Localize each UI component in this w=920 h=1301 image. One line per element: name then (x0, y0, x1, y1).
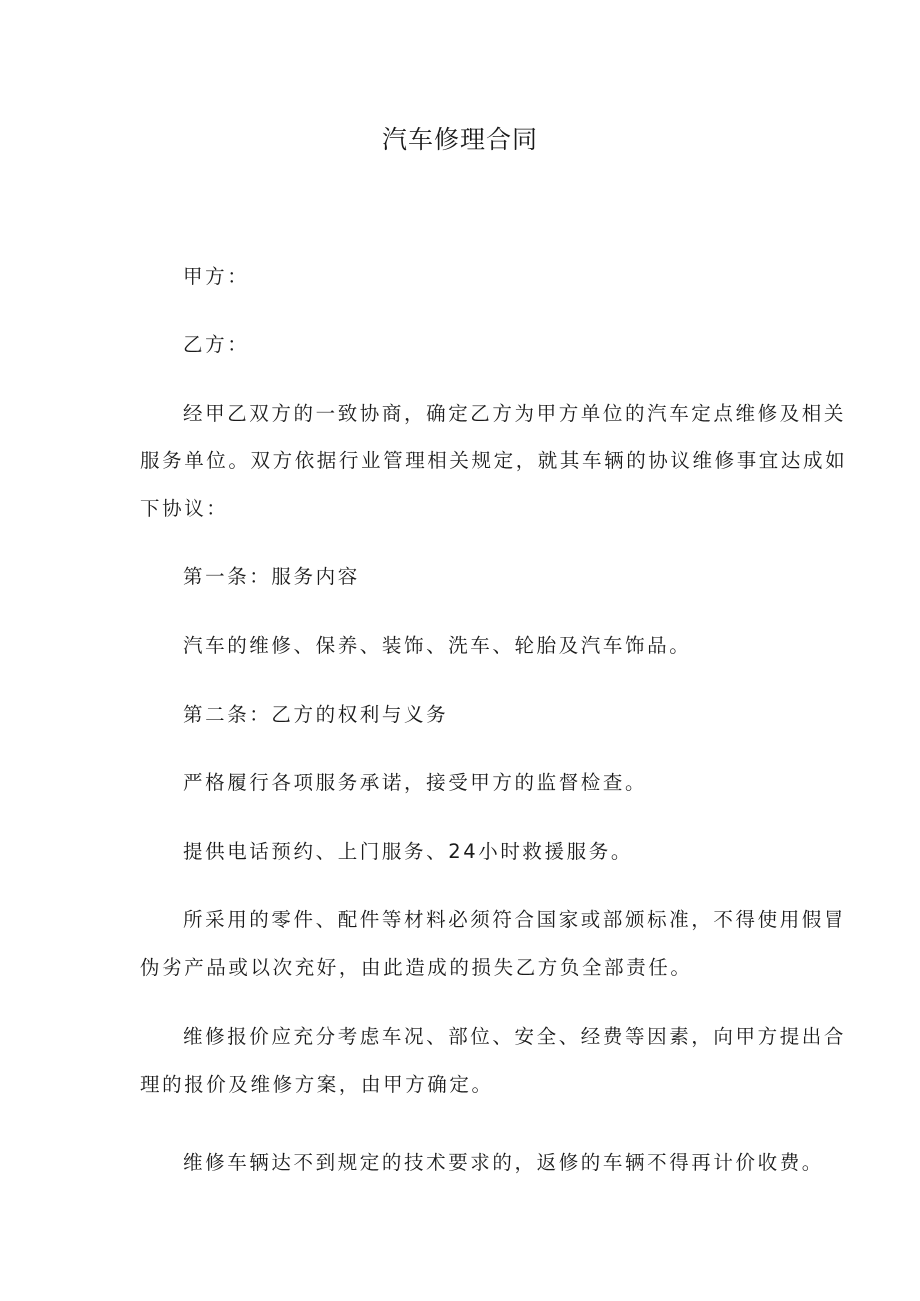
article-2-item-2: 提供电话预约、上门服务、24小时救援服务。 (183, 840, 633, 863)
article-1-content: 汽车的维修、保养、装饰、洗车、轮胎及汽车饰品。 (183, 634, 692, 657)
article-2-item-3-line-2: 伪劣产品或以次充好，由此造成的损失乙方负全部责任。 (140, 956, 693, 979)
article-2-item-4-line-1: 维修报价应充分考虑车况、部位、安全、经费等因素，向甲方提出合 (183, 1025, 847, 1048)
document-title: 汽车修理合同 (381, 125, 538, 154)
article-2-item-3-line-1: 所采用的零件、配件等材料必须符合国家或部颁标准，不得使用假冒 (183, 908, 847, 931)
intro-paragraph-line-2: 服务单位。双方依据行业管理相关规定，就其车辆的协议维修事宜达成如 (140, 449, 848, 472)
intro-paragraph-line-1: 经甲乙双方的一致协商，确定乙方为甲方单位的汽车定点维修及相关 (183, 402, 847, 425)
article-2-item-5: 维修车辆达不到规定的技术要求的，返修的车辆不得再计价收费。 (183, 1151, 824, 1174)
intro-paragraph-line-3: 下协议： (140, 497, 229, 520)
party-b-line: 乙方： (183, 333, 250, 356)
article-1-heading: 第一条：服务内容 (183, 565, 360, 588)
party-a-line: 甲方： (183, 265, 250, 288)
article-2-heading: 第二条：乙方的权利与义务 (183, 703, 449, 726)
article-2-item-4-line-2: 理的报价及维修方案，由甲方确定。 (140, 1073, 494, 1096)
article-2-item-1: 严格履行各项服务承诺，接受甲方的监督检查。 (183, 771, 648, 794)
